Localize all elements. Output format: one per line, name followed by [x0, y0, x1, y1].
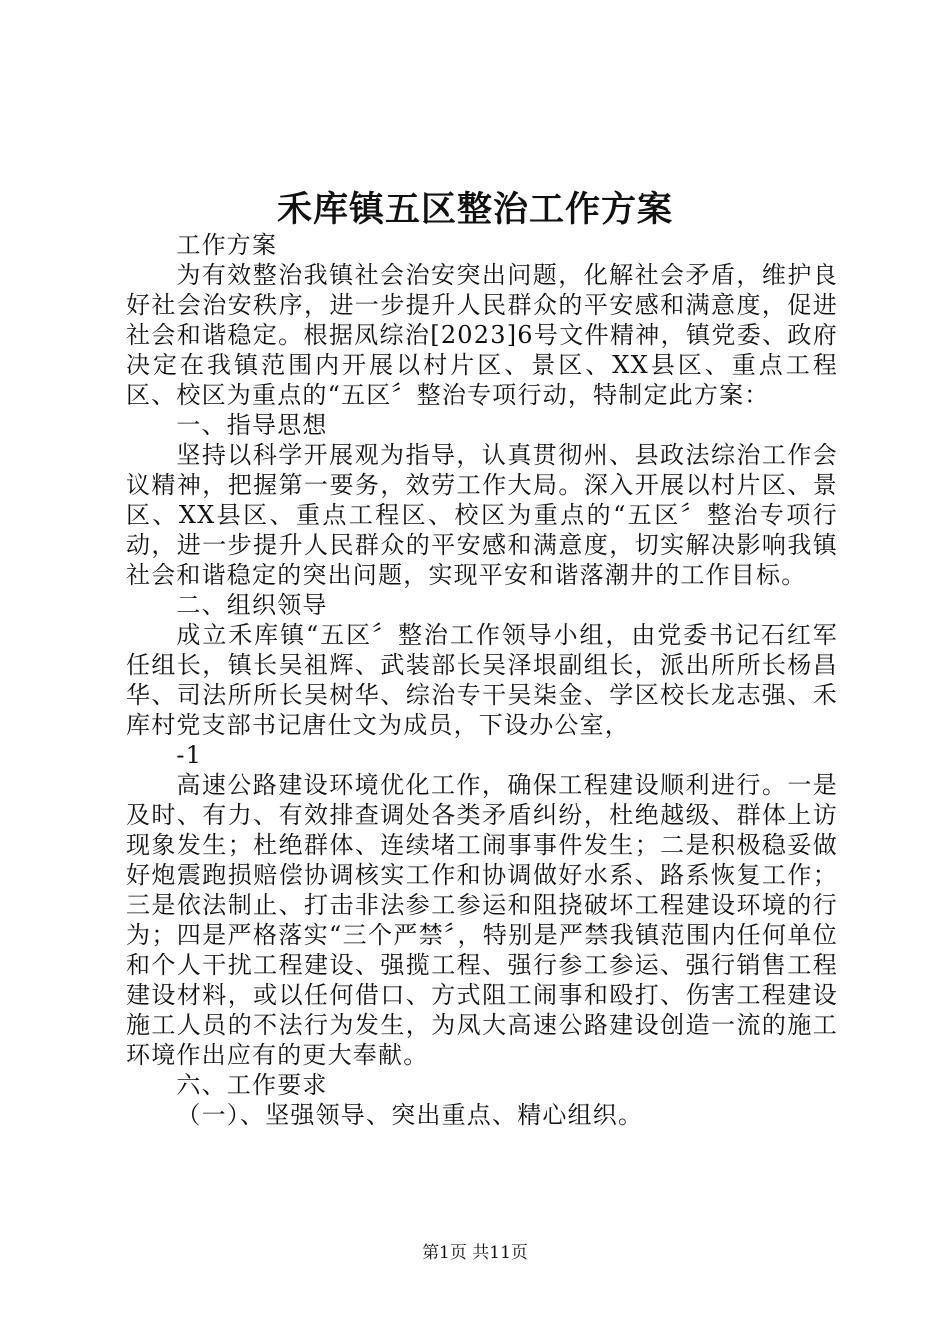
page-footer: 第1页 共11页: [422, 1243, 528, 1263]
section-heading-requirements: 六、工作要求: [176, 1071, 328, 1099]
paragraph-intro: 为有效整治我镇社会治安突出问题，化解社会矛盾，维护良好社会治安秩序，进一步提升人民群众的平安感和满意度，促进社会和谐稳定。根据凤综治[2023]6号文件精神，镇党委、政府决定在我镇范围内开展以村片区、景区、XX县区、重点工程区、校区为重点的“五区〞整治专项行动，特制定此方案：: [126, 261, 838, 409]
paragraph-requirement-1: （一）、坚强领导、突出重点、精心组织。: [176, 1101, 644, 1129]
paragraph-subtitle: 工作方案: [176, 231, 278, 259]
page-marker: -1: [176, 741, 203, 769]
paragraph-guiding-thought: 坚持以科学开展观为指导，认真贯彻州、县政法综治工作会议精神，把握第一要务，效劳工作大局。深入开展以村片区、景区、XX县区、重点工程区、校区为重点的“五区〞整治专项行动，进一步提升人民群众的平安感和满意度，切实解决影响我镇社会和谐稳定的突出问题，实现平安和谐落潮井的工作目标。: [126, 441, 838, 589]
section-heading-guiding-thought: 一、指导思想: [176, 411, 328, 439]
paragraph-organization: 成立禾库镇“五区〞整治工作领导小组，由党委书记石红军任组长，镇长吴祖辉、武装部长吴泽垠副组长，派出所所长杨昌华、司法所所长吴树华、综治专干吴柒金、学区校长龙志强、禾库村党支部书记唐仕文为成员，下设办公室，: [126, 621, 838, 739]
document-body: [126, 230, 838, 1130]
document-title: 禾库镇五区整治工作方案: [276, 189, 673, 230]
paragraph-highway-environment: 高速公路建设环境优化工作，确保工程建设顺利进行。一是及时、有力、有效排查调处各类矛盾纠纷，杜绝越级、群体上访现象发生；杜绝群体、连续堵工闹事事件发生；二是积极稳妥做好炮震跑损赔偿协调核实工作和协调做好水系、路系恢复工作；三是依法制止、打击非法参工参运和阻挠破坏工程建设环境的行为；四是严格落实“三个严禁〞，特别是严禁我镇范围内任何单位和个人干扰工程建设、强揽工程、强行参工参运、强行销售工程建设材料，或以任何借口、方式阻工闹事和殴打、伤害工程建设施工人员的不法行为发生，为凤大高速公路建设创造一流的施工环境作出应有的更大奉献。: [126, 771, 838, 1069]
section-heading-organization: 二、组织领导: [176, 591, 328, 619]
